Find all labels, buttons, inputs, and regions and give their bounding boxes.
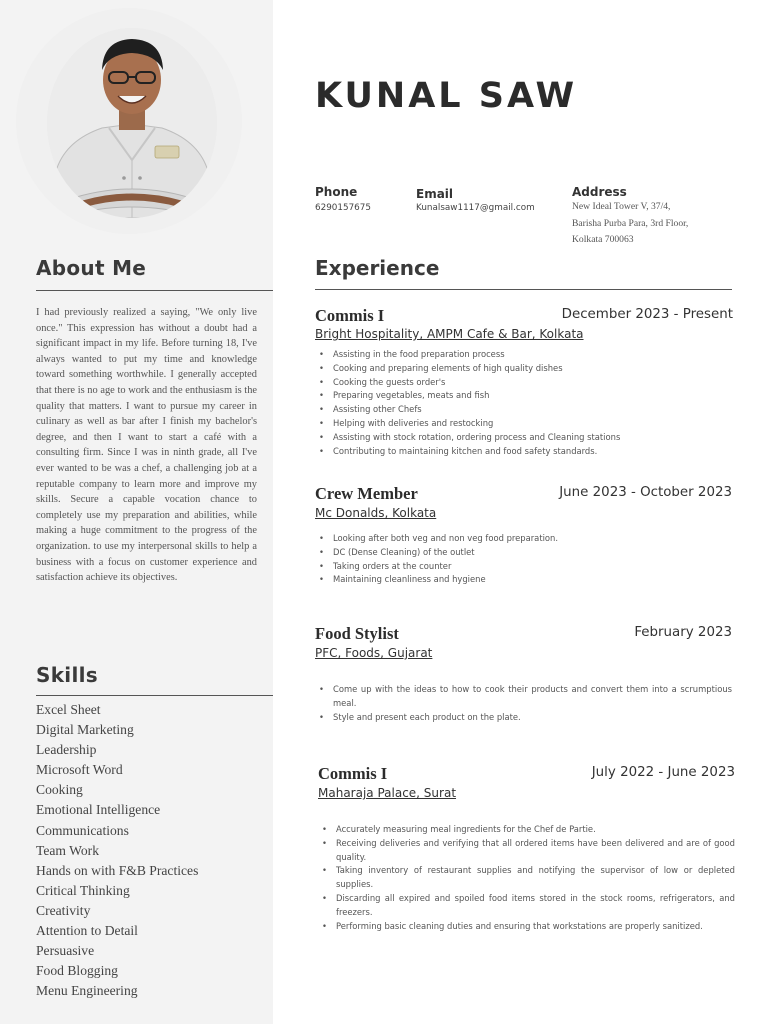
skill-item: Food Blogging <box>36 963 118 979</box>
duty-item: • Maintaining cleanliness and hygiene <box>315 573 732 587</box>
phone-value: 6290157675 <box>315 203 371 213</box>
skill-item: Leadership <box>36 742 97 758</box>
duty-item: • Preparing vegetables, meats and fish <box>315 389 733 403</box>
skill-item: Menu Engineering <box>36 983 138 999</box>
job-company: Mc Donalds, Kolkata <box>315 506 437 520</box>
skills-heading: Skills <box>36 663 98 687</box>
skill-item: Microsoft Word <box>36 762 123 778</box>
job-date: December 2023 - Present <box>561 307 733 322</box>
skill-item: Cooking <box>36 782 83 798</box>
job-company: PFC, Foods, Gujarat <box>315 646 433 660</box>
skill-item: Excel Sheet <box>36 702 101 717</box>
skill-item: Attention to Detail <box>36 923 138 939</box>
job-title: Food Stylist <box>315 624 399 643</box>
address-line: Kolkata 700063 <box>572 234 634 245</box>
duty-item: • Taking orders at the counter <box>315 560 732 574</box>
about-divider <box>36 290 273 291</box>
email-value[interactable]: Kunalsaw1117@gmail.com <box>416 203 535 213</box>
job-duties <box>315 348 733 458</box>
about-heading: About Me <box>36 256 147 280</box>
duty-item: • Accurately measuring meal ingredients for the Chef de Partie. <box>318 823 735 837</box>
duty-item: • Assisting with stock rotation, ordering process and Cleaning stations <box>315 431 733 445</box>
address-line: New Ideal Tower V, 37/4, <box>572 201 671 212</box>
duty-item: • Helping with deliveries and restocking <box>315 417 733 431</box>
job-entry <box>315 624 732 724</box>
duty-item: • Style and present each product on the plate. <box>315 711 732 725</box>
skills-divider <box>36 695 273 696</box>
duty-item: • Assisting in the food preparation process <box>315 348 733 362</box>
phone-label: Phone <box>315 185 358 199</box>
chef-portrait-icon <box>47 28 217 218</box>
job-duties <box>315 683 732 724</box>
candidate-name: KUNAL SAW <box>315 76 578 116</box>
about-text: I had previously realized a saying, "We only live once." This expression has without a doubt had a significant impact in my life. Before turning 18, I've always wanted to put my time and knowledge toward something worthwhile. I generally accepted that there is no age to work and the enthusiasm is the quality that matters. I want to pursue my career in culinary as well as bar after I finish my bachelor's degree, and then I want to start a café with a consulting firm. Since I was in ninth grade, all I've ever wanted to be was a chef, a challenging job at a reputable company to learn more and improve my skills. Secure a capable vocation chance to completely use my preparation and abilities, while making a huge commitment to the progress of the organization. to use my interpersonal skills to help a business with a focus on customer experience and satisfaction achieve its objectives. <box>36 307 257 584</box>
address-label: Address <box>572 185 627 199</box>
duty-item: • Cooking the guests order's <box>315 376 733 390</box>
duty-item: • Discarding all expired and spoiled food items stored in the stock rooms, refrigerators, and freezers. <box>318 892 735 920</box>
experience-divider <box>315 289 732 290</box>
job-entry <box>315 306 733 466</box>
duty-item: • Performing basic cleaning duties and ensuring that workstations are properly sanitized. <box>318 920 735 934</box>
skill-item: Digital Marketing <box>36 722 134 738</box>
duty-item: • Assisting other Chefs <box>315 403 733 417</box>
skill-item: Team Work <box>36 842 100 858</box>
duty-item: • Cooking and preparing elements of high quality dishes <box>315 362 733 376</box>
job-title: Commis I <box>315 306 385 325</box>
job-duties <box>315 532 732 587</box>
duty-item: • Come up with the ideas to how to cook their products and convert them into a scrumptious meal. <box>315 683 732 711</box>
job-title: Crew Member <box>315 484 418 503</box>
email-label: Email <box>416 187 454 201</box>
experience-heading: Experience <box>315 256 440 280</box>
address-line: Barisha Purba Para, 3rd Floor, <box>572 217 689 229</box>
job-company: Maharaja Palace, Surat <box>318 786 457 800</box>
job-entry <box>315 484 732 594</box>
duty-item: • DC (Dense Cleaning) of the outlet <box>315 546 732 560</box>
profile-photo <box>47 28 217 218</box>
job-duties <box>318 823 735 933</box>
job-date: June 2023 - October 2023 <box>559 485 732 500</box>
duty-item: • Taking inventory of restaurant supplies and notifying the supervisor of low or depleted supplies. <box>318 864 735 892</box>
skills-list <box>36 700 198 1001</box>
skill-item: Persuasive <box>36 943 95 959</box>
address-value <box>572 199 722 249</box>
job-date: February 2023 <box>634 625 732 640</box>
duty-item: • Receiving deliveries and verifying that all ordered items have been delivered and are of good quality. <box>318 837 735 865</box>
job-date: July 2022 - June 2023 <box>591 765 735 780</box>
job-company: Bright Hospitality, AMPM Cafe & Bar, Kolkata <box>315 327 584 341</box>
skill-item: Communications <box>36 822 129 838</box>
skill-item: Emotional Intelligence <box>36 802 161 818</box>
skill-item: Hands on with F&B Practices <box>36 862 199 878</box>
skill-item: Creativity <box>36 902 91 918</box>
duty-item: • Contributing to maintaining kitchen and food safety standards. <box>315 445 733 459</box>
skill-item: Critical Thinking <box>36 882 130 898</box>
job-title: Commis I <box>318 764 388 783</box>
job-entry <box>318 764 735 954</box>
sidebar <box>0 0 273 1024</box>
duty-item: • Looking after both veg and non veg food preparation. <box>315 532 732 546</box>
